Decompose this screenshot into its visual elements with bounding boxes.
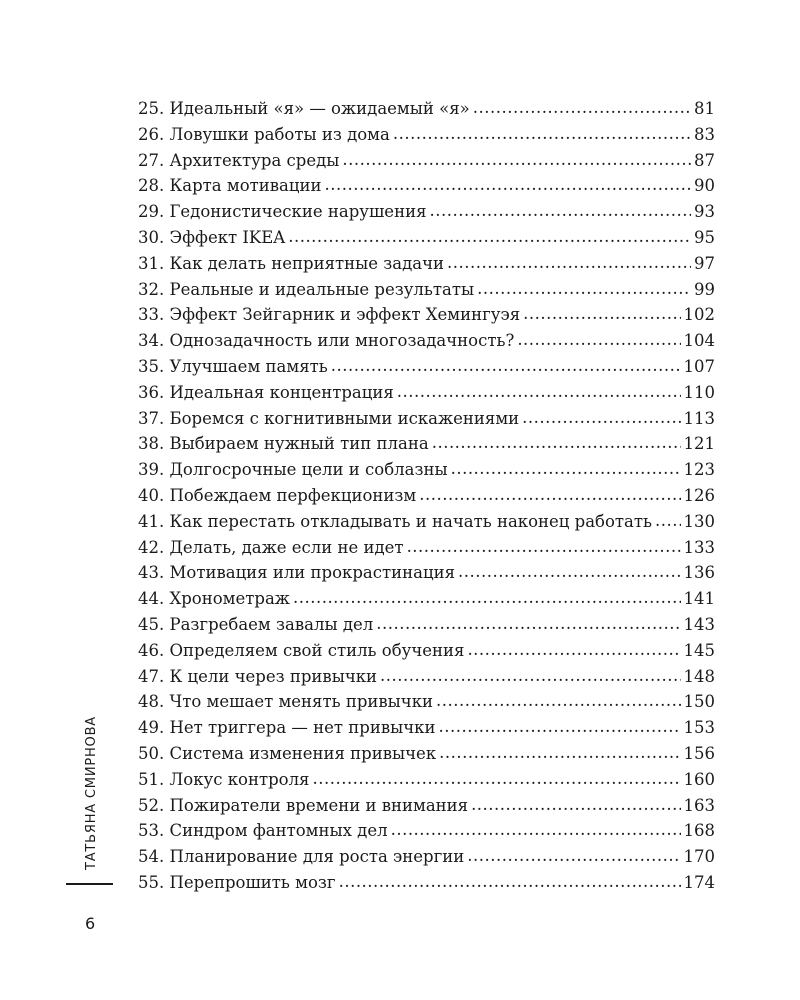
- toc-entry-page: 95: [694, 227, 715, 247]
- toc-entry-page: 168: [683, 821, 715, 841]
- toc-dot-leader: [655, 508, 681, 534]
- toc-entry: [138, 148, 715, 174]
- toc-entry-title: 46. Определяем свой стиль обучения: [138, 640, 465, 660]
- toc-dot-leader: [467, 843, 680, 869]
- toc-entry-title: 27. Архитектура среды: [138, 150, 340, 170]
- toc-entry-page: 150: [683, 692, 715, 712]
- toc-entry: [138, 793, 715, 819]
- toc-entry: [138, 96, 715, 122]
- toc-entry-title: 47. К цели через привычки: [138, 666, 378, 686]
- toc-entry-page: 110: [683, 382, 715, 402]
- toc-entry-title: 53. Синдром фантомных дел: [138, 821, 388, 841]
- toc-entry-title: 32. Реальные и идеальные результаты: [138, 279, 475, 299]
- toc-entry: [138, 638, 715, 664]
- toc-entry-title: 31. Как делать неприятные задачи: [138, 253, 444, 273]
- toc-entry-page: 143: [683, 614, 715, 634]
- toc-dot-leader: [436, 688, 680, 714]
- toc-entry-title: 49. Нет триггера — нет привычки: [138, 718, 436, 738]
- toc-entry: [138, 380, 715, 406]
- toc-entry: [138, 354, 715, 380]
- toc-dot-leader: [439, 740, 680, 766]
- toc-entry-title: 45. Разгребаем завалы дел: [138, 614, 374, 634]
- toc-entry-page: 90: [694, 176, 715, 196]
- toc-entry: [138, 483, 715, 509]
- toc-dot-leader: [391, 817, 681, 843]
- toc-entry-page: 126: [683, 485, 715, 505]
- toc-entry-title: 30. Эффект IKEA: [138, 227, 286, 247]
- toc-dot-leader: [419, 482, 680, 508]
- toc-entry: [138, 818, 715, 844]
- toc-entry-page: 81: [694, 99, 715, 118]
- toc-entry: [138, 767, 715, 793]
- toc-entry: [138, 225, 715, 251]
- toc-entry-page: 121: [683, 434, 715, 454]
- toc-entry-title: 44. Хронометраж: [138, 589, 290, 609]
- toc-entry-page: 87: [694, 150, 715, 170]
- table-of-contents: [138, 96, 715, 896]
- toc-dot-leader: [393, 121, 691, 147]
- toc-entry: [138, 844, 715, 870]
- toc-dot-leader: [523, 301, 680, 327]
- toc-entry: [138, 586, 715, 612]
- toc-entry-page: 148: [683, 666, 715, 686]
- toc-entry-title: 36. Идеальная концентрация: [138, 382, 394, 402]
- margin-rule: [66, 883, 113, 885]
- toc-entry-title: 42. Делать, даже если не идет: [138, 537, 404, 557]
- toc-entry-title: 51. Локус контроля: [138, 769, 310, 789]
- toc-dot-leader: [447, 250, 691, 276]
- toc-dot-leader: [331, 353, 681, 379]
- toc-dot-leader: [288, 224, 691, 250]
- toc-entry-page: 97: [694, 253, 715, 273]
- toc-entry: [138, 277, 715, 303]
- toc-dot-leader: [312, 766, 680, 792]
- toc-dot-leader: [380, 663, 680, 689]
- toc-entry-title: 41. Как перестать откладывать и начать наконец работать: [138, 511, 652, 531]
- toc-dot-leader: [432, 430, 681, 456]
- toc-dot-leader: [458, 559, 681, 585]
- toc-entry: [138, 251, 715, 277]
- toc-entry: [138, 664, 715, 690]
- toc-entry: [138, 612, 715, 638]
- toc-entry-title: 26. Ловушки работы из дома: [138, 124, 390, 144]
- toc-entry: [138, 741, 715, 767]
- toc-entry-title: 43. Мотивация или прокрастинация: [138, 563, 455, 583]
- toc-entry-page: 141: [683, 589, 715, 609]
- toc-dot-leader: [438, 714, 680, 740]
- toc-entry: [138, 406, 715, 432]
- toc-entry: [138, 535, 715, 561]
- toc-entry-title: 29. Гедонистические нарушения: [138, 202, 427, 222]
- toc-entry-page: 145: [683, 640, 715, 660]
- toc-entry-page: 133: [683, 537, 715, 557]
- toc-entry-title: 50. Система изменения привычек: [138, 743, 437, 763]
- toc-entry: [138, 122, 715, 148]
- toc-dot-leader: [397, 379, 681, 405]
- toc-entry-title: 54. Планирование для роста энергии: [138, 847, 465, 867]
- toc-dot-leader: [451, 456, 681, 482]
- toc-entry: [138, 302, 715, 328]
- toc-dot-leader: [473, 95, 691, 121]
- toc-entry: [138, 199, 715, 225]
- toc-entry: [138, 689, 715, 715]
- toc-entry-title: 52. Пожиратели времени и внимания: [138, 795, 469, 815]
- toc-entry-title: 40. Побеждаем перфекционизм: [138, 485, 417, 505]
- running-author-name: ТАТЬЯНА СМИРНОВА: [84, 715, 99, 870]
- toc-entry-page: 104: [683, 331, 715, 351]
- toc-dot-leader: [517, 327, 680, 353]
- toc-entry-title: 35. Улучшаем память: [138, 356, 328, 376]
- toc-entry-page: 163: [683, 795, 715, 815]
- toc-entry-page: 123: [683, 460, 715, 480]
- toc-dot-leader: [407, 534, 681, 560]
- toc-entry: [138, 457, 715, 483]
- toc-entry-title: 34. Однозадачность или многозадачность?: [138, 331, 515, 351]
- toc-entry: [138, 328, 715, 354]
- toc-entry-page: 107: [683, 356, 715, 376]
- toc-entry-title: 33. Эффект Зейгарник и эффект Хемингуэя: [138, 305, 521, 325]
- toc-entry: [138, 715, 715, 741]
- toc-entry-page: 93: [694, 202, 715, 222]
- page-number: 6: [85, 914, 96, 933]
- toc-entry-page: 136: [683, 563, 715, 583]
- toc-entry: [138, 870, 715, 896]
- toc-entry-title: 48. Что мешает менять привычки: [138, 692, 434, 712]
- toc-entry: [138, 509, 715, 535]
- toc-entry-page: 99: [694, 279, 715, 299]
- toc-entry-title: 37. Боремся с когнитивными искажениями: [138, 408, 520, 428]
- toc-dot-leader: [429, 198, 691, 224]
- toc-dot-leader: [522, 405, 680, 431]
- toc-entry-page: 156: [683, 743, 715, 763]
- toc-entry-title: 38. Выбираем нужный тип плана: [138, 434, 429, 454]
- toc-dot-leader: [339, 869, 681, 895]
- toc-entry-page: 170: [683, 847, 715, 867]
- toc-entry-page: 160: [683, 769, 715, 789]
- toc-entry-title: 55. Перепрошить мозг: [138, 872, 336, 892]
- toc-dot-leader: [342, 147, 691, 173]
- toc-dot-leader: [376, 611, 680, 637]
- toc-entry-page: 102: [683, 305, 715, 325]
- toc-entry-page: 130: [683, 511, 715, 531]
- toc-entry-page: 83: [694, 124, 715, 144]
- toc-dot-leader: [471, 792, 680, 818]
- toc-entry-title: 28. Карта мотивации: [138, 176, 322, 196]
- toc-entry-page: 153: [683, 718, 715, 738]
- toc-entry-page: 113: [683, 408, 715, 428]
- toc-dot-leader: [293, 585, 681, 611]
- toc-entry: [138, 173, 715, 199]
- toc-dot-leader: [325, 172, 692, 198]
- toc-entry-title: 25. Идеальный «я» — ожидаемый «я»: [138, 99, 470, 118]
- toc-entry-title: 39. Долгосрочные цели и соблазны: [138, 460, 448, 480]
- toc-dot-leader: [467, 637, 680, 663]
- toc-dot-leader: [477, 276, 691, 302]
- toc-entry: [138, 431, 715, 457]
- toc-entry: [138, 560, 715, 586]
- toc-entry-page: 174: [683, 872, 715, 892]
